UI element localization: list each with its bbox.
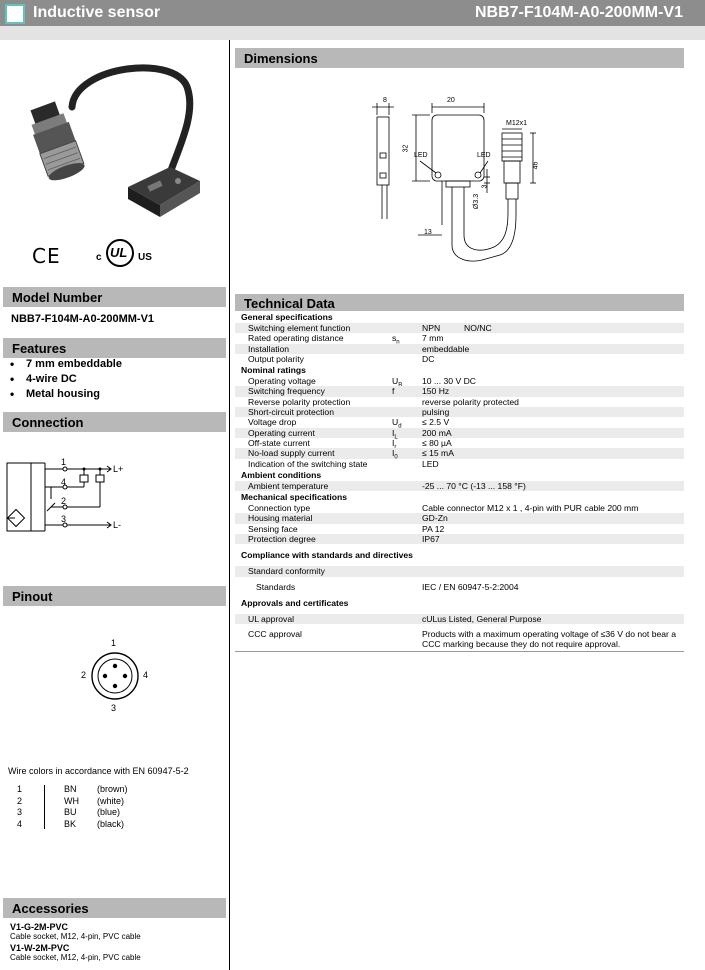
page-title: Inductive sensor bbox=[33, 4, 161, 21]
conn-pin-4: 4 bbox=[61, 477, 67, 487]
features-list bbox=[9, 358, 122, 403]
dim-20: 20 bbox=[447, 97, 455, 104]
section-connection: Connection bbox=[3, 412, 226, 432]
tech-row: Voltage drop U ≤ 2.5 V bbox=[248, 417, 450, 428]
tech-table-end-rule bbox=[235, 651, 684, 652]
tech-row: Operating current $I_L$ 200 mA bbox=[235, 428, 684, 438]
feature-item: • 4-wire DC bbox=[9, 373, 122, 388]
accessory-name: V1-G-2M-PVC bbox=[10, 922, 69, 932]
conn-pin-1: 1 bbox=[61, 457, 67, 467]
section-pinout: Pinout bbox=[3, 586, 226, 606]
tech-row: Ambient temperature -25 ... 70 °C (-13 ... 158 °F) bbox=[235, 481, 684, 491]
tech-row: Standards IEC / EN 60947-5-2:2004 bbox=[256, 581, 519, 592]
tech-group-header: Nominal ratings bbox=[241, 365, 306, 376]
model-title: NBB7-F104M-A0-200MM-V1 bbox=[474, 4, 683, 21]
page-header bbox=[0, 0, 705, 26]
tech-group-header: Ambient conditions bbox=[241, 469, 322, 480]
section-accessories: Accessories bbox=[3, 898, 226, 918]
dim-32: 32 bbox=[402, 144, 410, 153]
tech-row: Reverse polarity protection reverse polarity protected bbox=[248, 396, 519, 407]
product-image bbox=[30, 55, 210, 230]
tech-group-header: General specifications bbox=[241, 312, 333, 322]
tech-row: Output polarity DC bbox=[248, 353, 435, 364]
pinout-pin-1: 1 bbox=[111, 638, 117, 648]
pinout-pin-4: 4 bbox=[143, 670, 149, 680]
tech-row: Operating voltage U 10 ... 30 V DC bbox=[248, 376, 476, 387]
dim-33: Ø3.3 bbox=[473, 193, 481, 210]
tech-row: Protection degree IP67 bbox=[235, 534, 684, 544]
tech-group-header: Approvals and certificates bbox=[241, 597, 349, 608]
tech-row: Switching element function NPN NO/NC bbox=[235, 323, 684, 333]
dim-3: 3 bbox=[481, 184, 489, 189]
brand-square-icon bbox=[5, 4, 25, 24]
conn-lplus: L+ bbox=[113, 464, 124, 474]
section-features: Features bbox=[3, 338, 226, 358]
tech-group-header: Mechanical specifications bbox=[241, 492, 348, 503]
section-technical-data: Technical Data bbox=[235, 294, 684, 311]
tech-row: UL approval cULus Listed, General Purpose bbox=[235, 614, 684, 624]
technical-data-table bbox=[235, 311, 684, 652]
tech-row: Installation embeddable bbox=[235, 344, 684, 354]
tech-row: Indication of the switching state LED bbox=[248, 458, 439, 469]
tech-group-header: Compliance with standards and directives bbox=[241, 550, 413, 561]
accessory-item bbox=[10, 922, 141, 941]
column-divider bbox=[229, 40, 230, 970]
header-subbar bbox=[0, 26, 705, 40]
ul-logo: c UL US bbox=[96, 238, 158, 270]
model-number-value: NBB7-F104M-A0-200MM-V1 bbox=[11, 313, 155, 325]
dim-led-left: LED bbox=[414, 152, 428, 159]
feature-item: • Metal housing bbox=[9, 388, 122, 403]
tech-row: Housing material GD-Zn bbox=[235, 513, 684, 523]
feature-item: • 7 mm embeddable bbox=[9, 358, 122, 373]
tech-row: Off-state current I ≤ 80 µA bbox=[248, 437, 452, 448]
tech-row: Connection type Cable connector M12 x 1 , 4-pin with PUR cable 200 mm bbox=[248, 503, 639, 514]
section-dimensions: Dimensions bbox=[235, 48, 684, 68]
pinout-pin-3: 3 bbox=[111, 703, 117, 713]
pinout-pin-2: 2 bbox=[81, 670, 87, 680]
tech-row: Sensing face PA 12 bbox=[248, 523, 445, 534]
tech-row: Rated operating distance s 7 mm bbox=[248, 333, 444, 344]
dimension-drawing bbox=[360, 95, 560, 275]
tech-row: CCC approval Products with a maximum operating voltage of ≤36 V do not bear a CCC marking because they do not require approval. bbox=[248, 629, 677, 650]
dim-led-right: LED bbox=[477, 152, 491, 159]
tech-row: No-load supply current $I_0$ ≤ 15 mA bbox=[235, 448, 684, 458]
accessory-desc: Cable socket, M12, 4-pin, PVC cable bbox=[10, 932, 141, 941]
tech-row: Short-circuit protection pulsing bbox=[235, 407, 684, 417]
section-model-number: Model Number bbox=[3, 287, 226, 307]
pinout-diagram bbox=[90, 651, 140, 701]
dim-46: 46 bbox=[532, 161, 540, 170]
wire-color-note: Wire colors in accordance with EN 60947-5-2 bbox=[8, 766, 189, 776]
conn-pin-3: 3 bbox=[61, 514, 67, 524]
conn-lminus: L- bbox=[113, 520, 122, 530]
wire-divider bbox=[44, 785, 45, 829]
ce-mark: CE bbox=[32, 244, 61, 268]
accessory-item bbox=[10, 943, 141, 962]
tech-row: Standard conformity bbox=[235, 566, 684, 576]
tech-row: Switching frequency f 150 Hz bbox=[235, 386, 684, 396]
dim-13: 13 bbox=[424, 229, 432, 236]
conn-pin-2: 2 bbox=[61, 496, 67, 506]
dim-m12: M12x1 bbox=[506, 120, 528, 127]
accessory-desc: Cable socket, M12, 4-pin, PVC cable bbox=[10, 953, 141, 962]
dim-8: 8 bbox=[383, 97, 387, 104]
accessory-name: V1-W-2M-PVC bbox=[10, 943, 70, 953]
